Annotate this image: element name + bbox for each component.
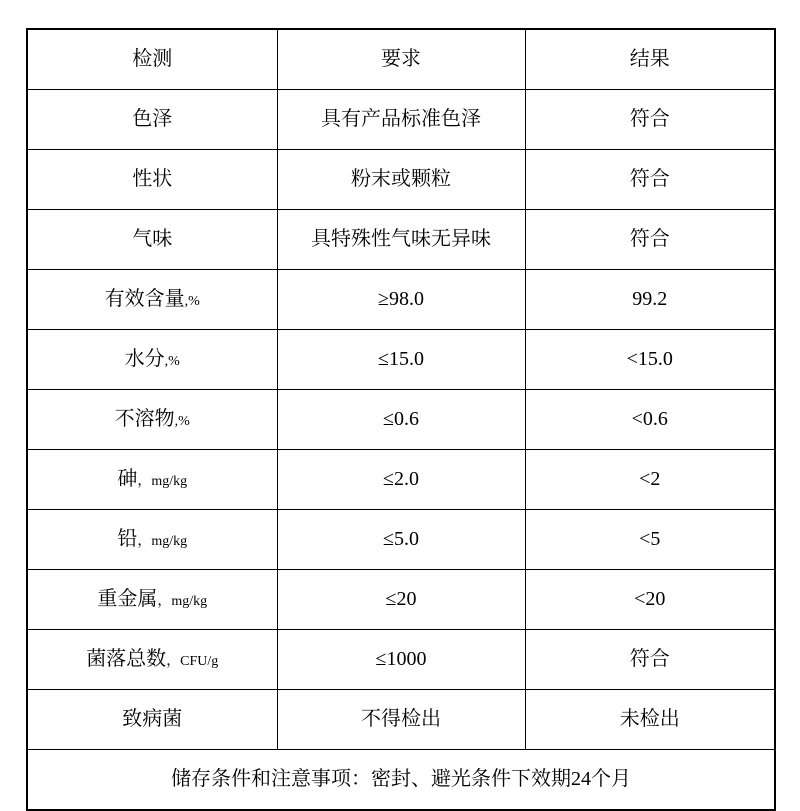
cell-requirement: 具特殊性气味无异味	[277, 210, 525, 270]
item-unit: ,%	[164, 354, 180, 369]
table-header-row	[27, 29, 775, 90]
item-unit: ，mg/kg	[137, 534, 188, 549]
item-unit: ，CFU/g	[166, 654, 219, 669]
column-header-requirement: 要求	[277, 29, 525, 90]
cell-result: 符合	[525, 150, 775, 210]
item-unit: ,%	[174, 414, 190, 429]
cell-result: <5	[525, 510, 775, 570]
cell-requirement: 具有产品标准色泽	[277, 90, 525, 150]
cell-requirement: ≤20	[277, 570, 525, 630]
cell-result: <0.6	[525, 390, 775, 450]
cell-item	[27, 330, 277, 390]
cell-item	[27, 270, 277, 330]
cell-result: <20	[525, 570, 775, 630]
cell-result: 99.2	[525, 270, 775, 330]
cell-result: 符合	[525, 210, 775, 270]
item-label: 有效含量	[104, 288, 185, 310]
cell-item	[27, 390, 277, 450]
cell-result: <15.0	[525, 330, 775, 390]
table-row	[27, 90, 775, 150]
table-row	[27, 570, 775, 630]
item-label: 砷	[117, 468, 138, 490]
item-label: 不溶物	[114, 408, 175, 430]
cell-result: <2	[525, 450, 775, 510]
table-row	[27, 330, 775, 390]
table-row	[27, 510, 775, 570]
table-row	[27, 630, 775, 690]
item-label: 色泽	[132, 108, 173, 130]
cell-requirement: ≤2.0	[277, 450, 525, 510]
cell-requirement: 粉末或颗粒	[277, 150, 525, 210]
table-row	[27, 390, 775, 450]
item-label: 水分	[124, 348, 165, 370]
item-label: 菌落总数	[86, 648, 167, 670]
item-label: 性状	[132, 168, 173, 190]
cell-item	[27, 630, 277, 690]
cell-requirement: ≤0.6	[277, 390, 525, 450]
footnote-row	[27, 750, 775, 811]
column-header-result: 结果	[525, 29, 775, 90]
item-label: 气味	[132, 228, 173, 250]
cell-item	[27, 690, 277, 750]
item-label: 铅	[117, 528, 138, 550]
cell-requirement: ≤15.0	[277, 330, 525, 390]
table-row	[27, 150, 775, 210]
table-row	[27, 210, 775, 270]
item-unit: ,%	[184, 294, 200, 309]
cell-item	[27, 510, 277, 570]
cell-requirement: ≤5.0	[277, 510, 525, 570]
cell-requirement: ≤1000	[277, 630, 525, 690]
cell-item	[27, 450, 277, 510]
cell-result: 未检出	[525, 690, 775, 750]
table-row	[27, 270, 775, 330]
cell-result: 符合	[525, 90, 775, 150]
cell-requirement: 不得检出	[277, 690, 525, 750]
item-label: 重金属	[97, 588, 158, 610]
cell-requirement: ≥98.0	[277, 270, 525, 330]
cell-item	[27, 570, 277, 630]
table-row	[27, 450, 775, 510]
cell-item	[27, 90, 277, 150]
item-label: 致病菌	[122, 708, 183, 730]
specification-table	[26, 28, 776, 811]
table-row	[27, 690, 775, 750]
storage-note: 储存条件和注意事项：密封、避光条件下效期24个月	[27, 750, 775, 811]
item-unit: ，mg/kg	[157, 594, 208, 609]
item-unit: ，mg/kg	[137, 474, 188, 489]
cell-item	[27, 150, 277, 210]
cell-result: 符合	[525, 630, 775, 690]
column-header-item: 检测	[27, 29, 277, 90]
cell-item	[27, 210, 277, 270]
